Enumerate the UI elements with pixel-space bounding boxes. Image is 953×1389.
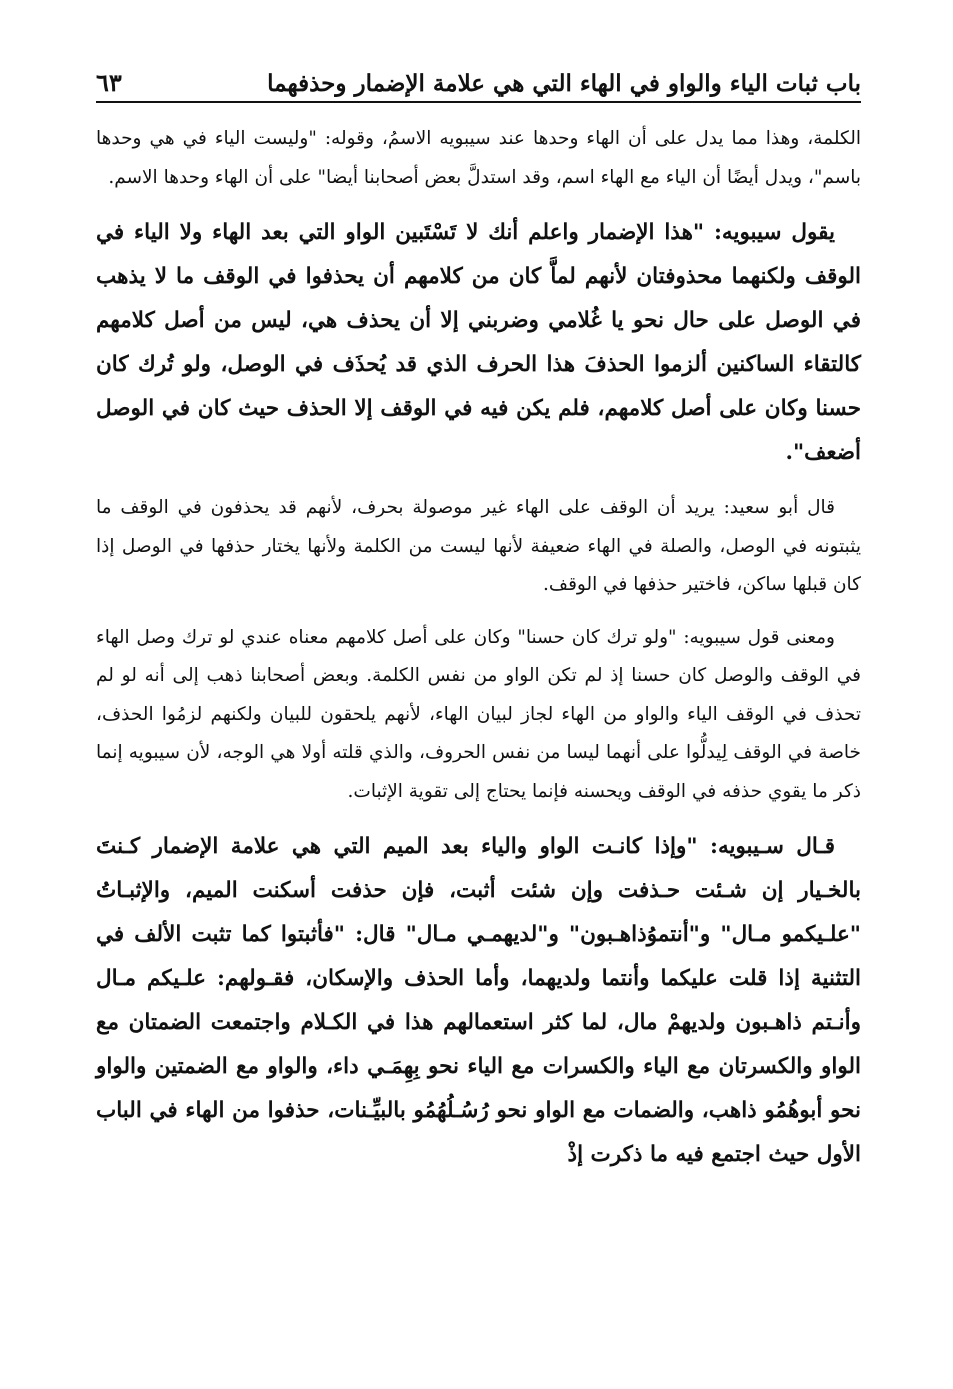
paragraph-3: قال أبو سعيد: يريد أن الوقف على الهاء غير موصولة بحرف، لأنهم قد يحذفون في الوقف ما يثبتونه في الوصل، والصلة في الهاء ضعيفة لأنها ليست من الكلمة ولأنها يختار حذفها في الوصل إذا كان قبلها ساكن، فاختير حذفها في الوقف. bbox=[96, 497, 861, 595]
page-number: ٦٣ bbox=[96, 68, 122, 98]
header-rule bbox=[96, 101, 861, 103]
page-header bbox=[96, 52, 861, 98]
body-text bbox=[96, 120, 861, 1191]
paragraph-4: ومعنى قول سيبويه: "ولو ترك كان حسنا" وكان على أصل كلامهم معناه عندي لو ترك وصل الهاء في الوقف والوصل كان حسنا إذ لم تكن الواو من نفس الكلمة. وبعض أصحابنا ذهب إلى أنه لو لم تحذف في الوقف الياء والواو من الهاء لجاز لبيان الهاء، لأنهم يلحقون للبيان ولكنهم لزمُوا الحذف، خاصة في الوقف لِيدلُّوا على أنهما ليسا من نفس الحروف، والذي قلته أولا هي الوجه، لأن سيبويه إنما ذكر ما يقوي حذفه في الوقف ويحسنه فإنما يحتاج إلى تقوية الإثبات. bbox=[96, 626, 861, 802]
paragraph-5-quote: قـال سـيبويه: "وإذا كانـت الواو والياء بعد الميم التي هي علامة الإضمار كـنتَ بالخـيار إن شـئت حـذفت وإن شئت أثبت، فإن حذفت أسكنت الميم، والإثبـاتُ "علـيكمو مـال" و"أنتموُذاهـبون" و"لديهمـي مـال" قال: "فأثبتوا كما تثبت الألف في التثنية إذا قلت عليكما وأنتما ولديهما، وأما الحذف والإسكان، فقـولهم: علـيكم مـال وأنـتم ذاهـبون ولديهمْ مال، لما كثر استعمالهم هذا في الكـلام واجتمعت الضمتان مع الواو والكسرتان مع الياء والكسرات مع الياء نحو بِهِمَـي داء، والواو مع الضمتين والواو نحو أبوهُمُو ذاهب، والضمات مع الواو نحو رُسُـلُهُمُو بالبيِّـنات، حذفوا من الهاء في الباب الأول حيث اجتمع فيه ما ذكرت إذْ bbox=[96, 834, 861, 1167]
paragraph-1: الكلمة، وهذا مما يدل على أن الهاء وحدها عند سيبويه الاسمُ، وقوله: "وليست الياء في هي وحدها باسم"، ويدل أيضًا أن الياء مع الهاء اسم، وقد استدلَّ بعض أصحابنا أيضا" على أن الهاء وحدها الاسم. bbox=[96, 128, 861, 188]
running-head: باب ثبات الياء والواو في الهاء التي هي علامة الإضمار وحذفهما bbox=[267, 70, 861, 98]
paragraph-2-quote: يقول سيبويه: "هذا الإضمار واعلم أنك لا تَسْتَبين الواو التي بعد الهاء ولا الياء في الوقف ولكنهما محذوفتان لأنهم لماَّ كان من كلامهم أن يحذفوا في الوقف ما لا يذهب في الوصل على حال نحو يا غُلامي وضربني إلا أن يحذف هي، ليس من أصل كلامهم كالتقاء الساكنين ألزموا الحذفَ هذا الحرف الذي قد يُحذَف في الوصل، ولو تُرك كان حسنا وكان على أصل كلامهم، فلم يكن فيه في الوقف إلا الحذف حيث كان في الوصل أضعف". bbox=[96, 220, 861, 465]
